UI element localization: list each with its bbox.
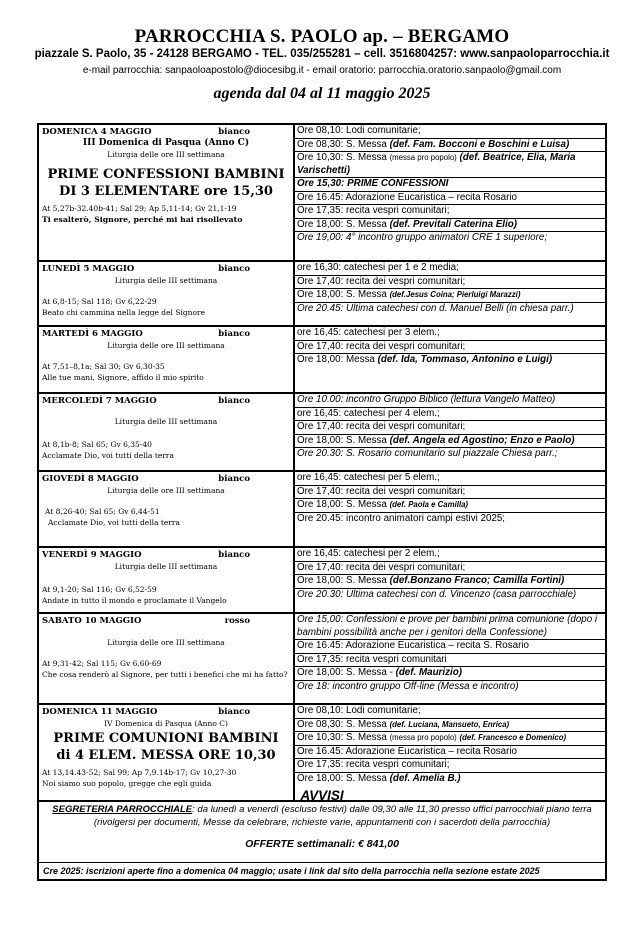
liturgy-label: Liturgia delle ore III settimana <box>107 638 225 647</box>
event-line: Ore 10,30: S. Messa (messa pro popolo) (def. Francesco e Domenico) <box>295 732 605 746</box>
day-info <box>39 125 295 260</box>
highlight-line: DI 3 ELEMENTARE ore 15,30 <box>59 184 273 199</box>
liturgy-label: Liturgia delle III settimana <box>114 562 218 571</box>
day-info <box>39 262 295 325</box>
notices-title: AVVISI <box>300 788 344 803</box>
event-line: Ore 10,30: S. Messa (messa pro popolo) (def. Beatrice, Elia, Maria Varischetti) <box>295 152 605 178</box>
day-row <box>39 327 605 394</box>
notices-box <box>37 786 607 881</box>
parish-address: piazzale S. Paolo, 35 - 24128 BERGAMO - TEL. 035/255281 – cell. 3516804257: www.sanpaoloparrocchia.it <box>34 48 610 60</box>
day-row <box>39 394 605 472</box>
office-hours <box>39 803 605 829</box>
event-line: ore 16,45: catechesi per 3 elem.; <box>295 327 605 341</box>
psalm: Acclamate Dio, voi tutti della terra <box>48 518 180 527</box>
liturgy-label: Liturgia delle III settimana <box>114 276 218 285</box>
event-line: Ore 19,00: 4° incontro gruppo animatori CRE 1 superiore; <box>297 232 548 243</box>
liturgical-color: bianco <box>218 396 250 406</box>
event-line: Ore 17,40: recita dei vespri comunitari; <box>295 562 605 576</box>
event-line: Ore 17,40: recita dei vespri comunitari; <box>295 421 605 435</box>
readings: At 7,51–8,1a; Sal 30; Gv 6,30-35 <box>42 362 165 371</box>
event-line: Ore 08,30: S. Messa (def. Fam. Bocconi e Boschini e Luisa) <box>295 139 605 153</box>
weekly-offerings: OFFERTE settimanali: € 841,00 <box>245 838 399 850</box>
event-line: Ore 15,00: Confessioni e prove per bambini prima comunione (dopo i bambini possibilità anche per i genitori della Confessione) <box>295 614 605 640</box>
day-row <box>39 125 605 262</box>
readings: At 8,1b-8; Sal 65; Gv 6,35-40 <box>42 440 152 449</box>
liturgical-color: bianco <box>218 707 250 717</box>
event-line: ore 16,45: catechesi per 5 elem.; <box>295 472 605 486</box>
event-line: Ore 17,40: recita dei vespri comunitari; <box>295 486 605 500</box>
liturgy-label: IV Domenica di Pasqua (Anno C) <box>104 719 228 728</box>
event-line: Ore 20.30: S. Rosario comunitario sul piazzale Chiesa parr.; <box>297 448 558 459</box>
day-label: MERCOLEDÌ 7 MAGGIO <box>42 396 157 406</box>
psalm: Andate in tutto il mondo e proclamate il Vangelo <box>42 596 227 605</box>
office-text: : da lunedì a venerdì (escluso festivi) dalle 09,30 alle 11,30 presso uffici parrocchiali piano terra (rivolgersi per documenti, Messe da celebrare, richieste varie, appuntamenti con i sacerdoti della parrocchia) <box>93 804 592 828</box>
event-line: Ore 08,10: Lodi comunitarie; <box>295 125 605 139</box>
event-line: Ore 17,35: recita vespri comunitari; <box>295 759 605 773</box>
liturgical-color: bianco <box>218 550 250 560</box>
schedule-table <box>37 123 607 802</box>
agenda-title: agenda dal 04 al 11 maggio 2025 <box>213 85 431 102</box>
parish-title: PARROCCHIA S. PAOLO ap. – BERGAMO <box>134 26 510 47</box>
highlight-line: PRIME COMUNIONI BAMBINI <box>53 731 279 746</box>
events-list <box>295 472 605 546</box>
event-line: Ore 20.45: incontro animatori campi estivi 2025; <box>297 512 506 524</box>
day-info <box>39 548 295 612</box>
event-line: Ore 10.00: incontro Gruppo Biblico (lettura Vangelo Matteo) <box>295 394 605 408</box>
psalm: Alle tue mani, Signore, affido il mio spirito <box>42 373 204 382</box>
psalm: Che cosa renderò al Signore, per tutti i benefici che mi ha fatto? <box>42 670 288 679</box>
event-line: Ore 18,00: S. Messa (def. Angela ed Agostino; Enzo e Paolo) <box>295 435 605 449</box>
day-row <box>39 262 605 327</box>
event-line: Ore 18,00: S. Messa (def. Previtali Caterina Elio) <box>295 219 605 233</box>
event-line: Ore 18,00: Messa (def. Ida, Tommaso, Antonino e Luigi) <box>297 354 553 365</box>
events-list <box>295 327 605 392</box>
liturgy-label: Liturgia delle ore III settimana <box>107 150 225 159</box>
readings: At 13,14.43-52; Sal 99; Ap 7,9.14b-17; Gv 10,27-30 <box>42 768 237 777</box>
event-line: Ore 17,35: recita vespri comunitari <box>295 654 605 668</box>
event-line: Ore 18,00: S. Messa - (def. Maurizio) <box>295 667 605 681</box>
events-list <box>295 614 605 703</box>
events-list <box>295 394 605 470</box>
event-line: Ore 08,30: S. Messa (def. Luciana, Mansueto, Enrica) <box>295 719 605 733</box>
events-list <box>295 125 605 260</box>
liturgical-color: bianco <box>218 264 250 274</box>
event-line: Ore 20.45: Ultima catechesi con d. Manuel Belli (in chiesa parr.) <box>297 302 574 314</box>
day-row <box>39 614 605 705</box>
readings: At 9,31-42; Sal 115; Gv 6,60-69 <box>42 659 162 668</box>
event-line: Ore 08,10: Lodi comunitarie; <box>295 705 605 719</box>
day-label: MARTEDÌ 6 MAGGIO <box>42 329 143 339</box>
liturgy-label: Liturgia delle ore III settimana <box>107 486 225 495</box>
event-line: Ore 18: incontro gruppo Off-line (Messa e incontro) <box>297 680 519 692</box>
readings: At 6,8-15; Sal 118; Gv 6,22-29 <box>42 297 157 306</box>
event-line: Ore 16.45: Adorazione Eucaristica – recita S. Rosario <box>295 640 605 654</box>
event-line: Ore 18,00: S. Messa (def.Jesus Coina; Pierluigi Marazzi) <box>295 289 605 303</box>
event-line: Ore 15,30: PRIME CONFESSIONI <box>295 178 605 192</box>
day-row <box>39 472 605 548</box>
day-subtitle: III Domenica di Pasqua (Anno C) <box>82 138 250 148</box>
readings: At 8,26-40; Sal 65; Gv 6,44-51 <box>45 507 160 516</box>
day-row <box>39 548 605 614</box>
day-info <box>39 614 295 703</box>
day-label: LUNEDÌ 5 MAGGIO <box>42 264 135 274</box>
day-label: DOMENICA 11 MAGGIO <box>42 707 158 717</box>
event-line: Ore 18,00: S. Messa (def. Paola e Camilla) <box>295 499 605 513</box>
psalm: Ti esalterò, Signore, perché mi hai risollevato <box>42 215 243 224</box>
event-line: Ore 16.45: Adorazione Eucaristica – recita Rosario <box>295 746 605 760</box>
day-label: SABATO 10 MAGGIO <box>42 616 142 626</box>
readings: At 5,27b-32.40b-41; Sal 29; Ap 5,11-14; Gv 21,1-19 <box>42 204 237 213</box>
psalm: Acclamate Dio, voi tutti della terra <box>42 451 174 460</box>
highlight-line: di 4 ELEM. MESSA ORE 10,30 <box>56 748 276 763</box>
highlight-line: PRIME CONFESSIONI BAMBINI <box>47 167 285 182</box>
event-line: ore 16,45: catechesi per 2 elem.; <box>295 548 605 562</box>
parish-emails: e-mail parrocchia: sanpaoloapostolo@diocesibg.it - email oratorio: parrocchia.oratorio.sanpaolo@gmail.com <box>82 65 562 76</box>
office-label: SEGRETERIA PARROCCHIALE <box>52 804 193 815</box>
event-line: Ore 17,35: recita vespri comunitari; <box>295 205 605 219</box>
event-line: Ore 18,00: S. Messa (def. Amelia B.) <box>297 772 461 784</box>
day-info <box>39 327 295 392</box>
readings: At 9,1-20; Sal 116; Gv 6,52-59 <box>42 585 157 594</box>
liturgical-color: bianco <box>218 474 250 484</box>
event-line: Ore 17,40: recita dei vespri comunitari; <box>295 341 605 355</box>
liturgical-color: bianco <box>218 329 250 339</box>
day-label: GIOVEDÌ 8 MAGGIO <box>42 474 139 484</box>
psalm: Beato chi cammina nella legge del Signore <box>42 308 206 317</box>
events-list <box>295 262 605 325</box>
liturgical-color: bianco <box>218 127 250 137</box>
liturgy-label: Liturgia delle III settimana <box>114 417 218 426</box>
event-line: Ore 16.45: Adorazione Eucaristica – recita Rosario <box>295 192 605 206</box>
day-label: DOMENICA 4 MAGGIO <box>42 127 152 137</box>
event-line: Ore 18,00: S. Messa (def.Bonzano Franco; Camilla Fortini) <box>295 575 605 589</box>
event-line: ore 16,45: catechesi per 4 elem.; <box>295 408 605 422</box>
event-line: Ore 17,40: recita dei vespri comunitari; <box>295 276 605 290</box>
psalm: Noi siamo suo popolo, gregge che egli guida <box>42 779 212 788</box>
event-line: Ore 20.30: Ultima catechesi con d. Vincenzo (casa parrocchiale) <box>297 588 577 600</box>
cre-notice: Cre 2025: iscrizioni aperte fino a domenica 04 maggio; usate i link dal sito della parrocchia nella sezione estate 2025 <box>39 862 605 879</box>
liturgy-label: Liturgia delle ore III settimana <box>107 341 225 350</box>
day-info <box>39 472 295 546</box>
day-info <box>39 394 295 470</box>
day-label: VENERDÌ 9 MAGGIO <box>42 550 142 560</box>
events-list <box>295 548 605 612</box>
liturgical-color: rosso <box>224 616 250 626</box>
event-line: ore 16,30: catechesi per 1 e 2 media; <box>295 262 605 276</box>
